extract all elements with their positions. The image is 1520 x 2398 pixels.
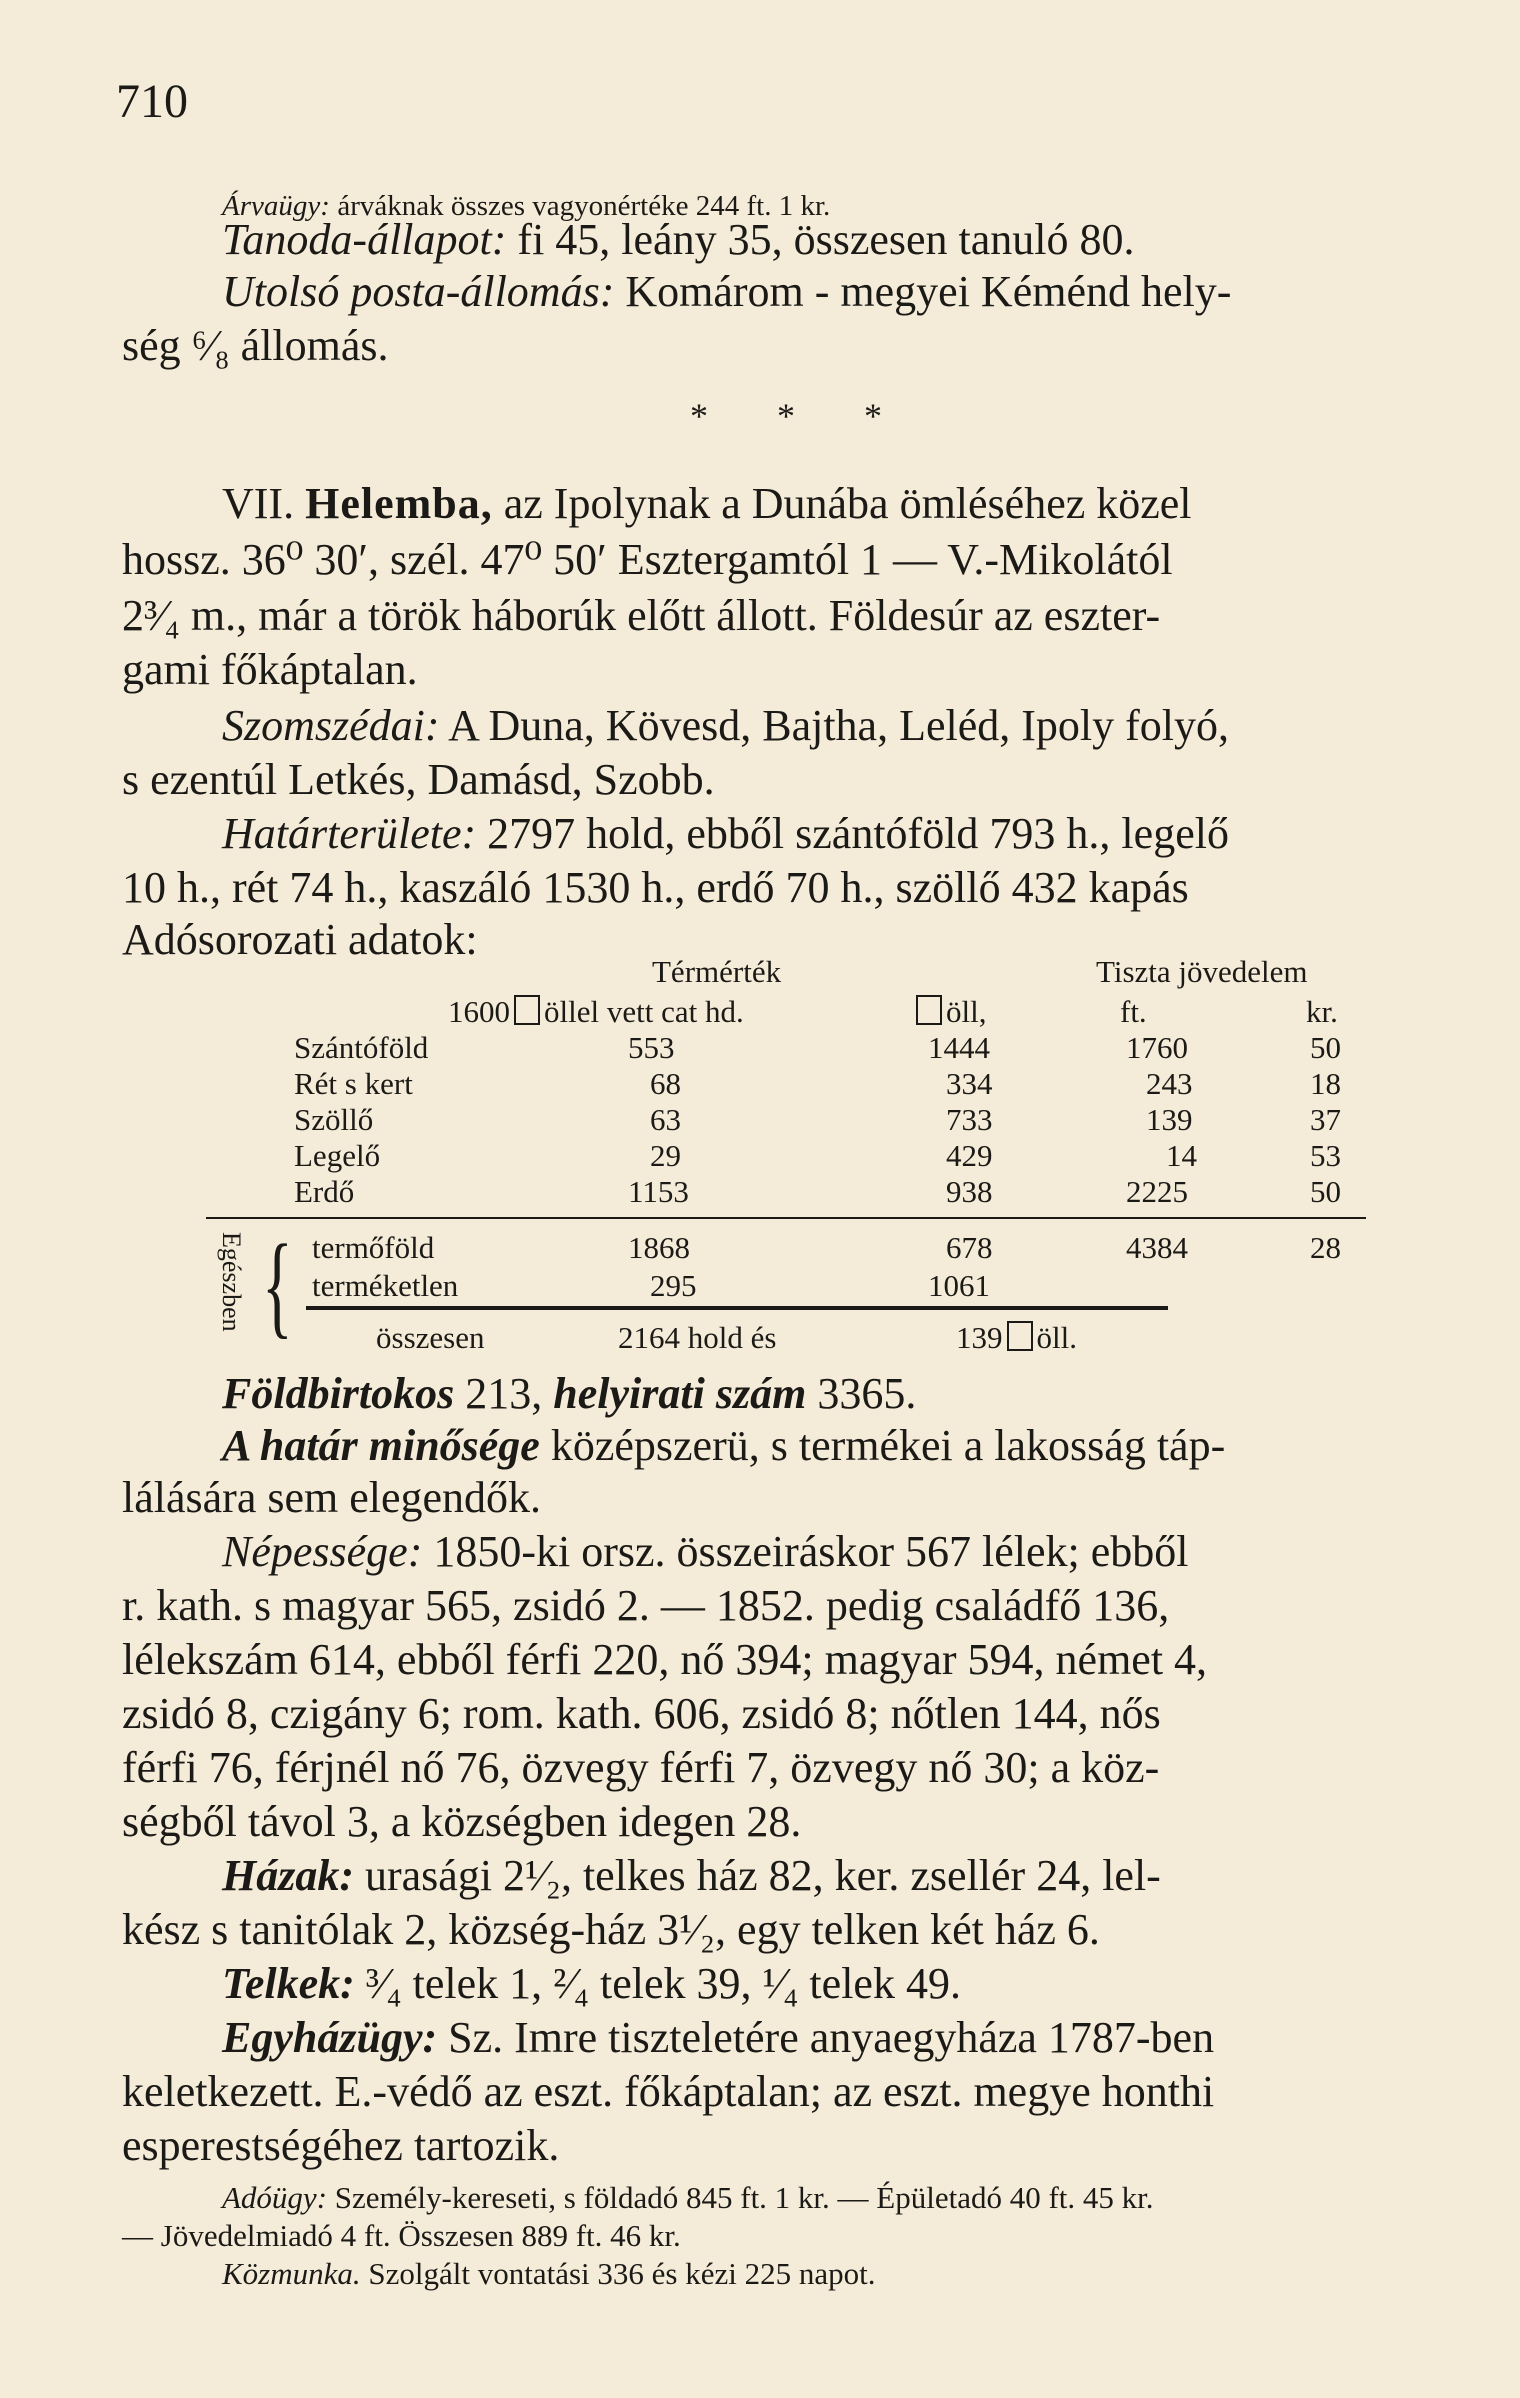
egyhazugy-line-1: [222, 2012, 1214, 2064]
table-rule: [206, 1217, 1366, 1219]
square-symbol-icon: [514, 995, 540, 1025]
row-kr: 18: [1310, 1066, 1341, 1101]
egyhazugy-line-2: keletkezett. E.-védő az eszt. főkáptalan; az eszt. megye honthi: [122, 2067, 1215, 2116]
hatar-text: középszerü, s termékei a lakosság táp-: [550, 1421, 1226, 1470]
row-oll: 733: [946, 1102, 993, 1137]
row-oll: 429: [946, 1138, 993, 1173]
adougy-label: Adóügy:: [222, 2180, 328, 2215]
total-hold: 2164 hold és: [618, 1320, 777, 1355]
col-head-ollel: öllel vett cat hd.: [544, 994, 744, 1029]
sum-row-name: termőföld: [312, 1230, 435, 1265]
total-oll: 139: [956, 1320, 1003, 1355]
helyirati-label: helyirati szám: [553, 1369, 807, 1418]
sum-row-name: terméketlen: [312, 1268, 459, 1303]
brace-icon: {: [262, 1220, 293, 1349]
col-head-1600-text: 1600: [448, 994, 510, 1029]
hatarterulete-line-2: 10 h., rét 74 h., kaszáló 1530 h., erdő 70 h., szöllő 432 kapás: [122, 863, 1189, 912]
col-head-oll-wrap: [912, 994, 986, 1030]
hatar-line-2: lálására sem elegendők.: [122, 1473, 542, 1522]
row-oll: 1444: [928, 1030, 990, 1065]
telkek-label: Telkek:: [222, 1959, 355, 2008]
telkek-line: [222, 1958, 961, 2010]
arvaugy-label: Árvaügy:: [222, 190, 330, 222]
hazak-line-2: kész s tanitólak 2, község-ház 3¹⁄₂, egy telken két ház 6.: [122, 1905, 1100, 1954]
helyirati-value: 3365.: [817, 1369, 917, 1418]
foldbirtokos-value: 213,: [465, 1369, 543, 1418]
egyhazugy-line-3: esperestségéhez tartozik.: [122, 2121, 560, 2170]
nepessege-line-5: férfi 76, férjnél nő 76, özvegy férfi 7, özvegy nő 30; a köz-: [122, 1743, 1160, 1792]
col-head-tiszta: Tiszta jövedelem: [1096, 954, 1308, 989]
hatarterulete-line-1: [222, 808, 1229, 860]
hatarterulete-line-3: Adósorozati adatok:: [122, 915, 478, 964]
heading-line-4: gami főkáptalan.: [122, 645, 418, 694]
side-label-egeszben: Egészben: [217, 1232, 246, 1332]
col-head-oll: öll,: [946, 994, 987, 1029]
row-oll: 334: [946, 1066, 993, 1101]
row-name: Legelő: [294, 1138, 381, 1173]
posta-label: Utolsó posta-állomás:: [222, 267, 615, 316]
village-name: Helemba,: [305, 479, 493, 528]
heading-line-3: 2³⁄₄ m., már a török háborúk előtt állott. Földesúr az eszter-: [122, 591, 1161, 640]
telkek-text: ³⁄₄ telek 1, ²⁄₄ telek 39, ¹⁄₄ telek 49.: [365, 1959, 961, 2008]
hazak-text: urasági 2¹⁄₂, telkes ház 82, ker. zsellér 24, lel-: [365, 1851, 1161, 1900]
posta-line: [222, 266, 1231, 318]
row-name: Szöllő: [294, 1102, 374, 1137]
row-kr: 37: [1310, 1102, 1341, 1137]
page-number: 710: [116, 75, 188, 128]
row-ft: 1760: [1126, 1030, 1188, 1065]
section-separator-stars: * * *: [690, 396, 912, 436]
square-symbol-icon: [1007, 1321, 1033, 1351]
sum-row-kr: 28: [1310, 1230, 1341, 1265]
posta-line-2: ség ⁶⁄₈ állomás.: [122, 321, 389, 370]
row-kr: 50: [1310, 1030, 1341, 1065]
hazak-label: Házak:: [222, 1851, 354, 1900]
row-name: Rét s kert: [294, 1066, 413, 1101]
nepessege-line-2: r. kath. s magyar 565, zsidó 2. — 1852. pedig családfő 136,: [122, 1581, 1170, 1630]
row-hold: 1153: [628, 1174, 689, 1209]
sum-row-ft: 4384: [1126, 1230, 1188, 1265]
nepessege-text: 1850-ki orsz. összeiráskor 567 lélek; ebből: [433, 1527, 1189, 1576]
row-oll: 938: [946, 1174, 993, 1209]
nepessege-label: Népessége:: [222, 1527, 423, 1576]
szomszedai-text: A Duna, Kövesd, Bajtha, Leléd, Ipoly folyó,: [448, 701, 1229, 750]
total-oll-unit: öll.: [1036, 1320, 1077, 1355]
sum-row-hold: 1868: [628, 1230, 690, 1265]
row-hold: 68: [650, 1066, 681, 1101]
square-symbol-icon: [916, 995, 942, 1025]
szomszedai-line-1: [222, 700, 1229, 752]
nepessege-line-4: zsidó 8, czigány 6; rom. kath. 606, zsidó 8; nőtlen 144, nős: [122, 1689, 1161, 1738]
heading-text-1: az Ipolynak a Dunába ömléséhez közel: [503, 479, 1192, 528]
row-ft: 2225: [1126, 1174, 1188, 1209]
section-number: VII.: [222, 479, 295, 528]
adougy-line-1: [222, 2180, 1154, 2216]
row-kr: 53: [1310, 1138, 1341, 1173]
hazak-line-1: [222, 1850, 1161, 1902]
table-total-rule: [306, 1306, 1168, 1310]
nepessege-line-1: [222, 1526, 1189, 1578]
foldbirtokos-line: [222, 1368, 916, 1420]
kozmunka-label: Közmunka.: [222, 2256, 361, 2291]
row-name: Erdő: [294, 1174, 355, 1209]
adougy-line-2: — Jövedelmiadó 4 ft. Összesen 889 ft. 46 kr.: [122, 2218, 681, 2253]
heading-line-2: hossz. 36⁰ 30′, szél. 47⁰ 50′ Esztergamtól 1 — V.-Mikolától: [122, 535, 1173, 584]
col-head-kr: kr.: [1306, 994, 1338, 1029]
tanoda-label: Tanoda-állapot:: [222, 215, 507, 264]
row-hold: 29: [650, 1138, 681, 1173]
sum-row-oll: 1061: [928, 1268, 990, 1303]
row-hold: 553: [628, 1030, 675, 1065]
hatarterulete-text: 2797 hold, ebből szántóföld 793 h., legelő: [487, 809, 1229, 858]
row-ft: 14: [1166, 1138, 1197, 1173]
hatar-line-1: [222, 1420, 1225, 1472]
egyhazugy-text: Sz. Imre tiszteletére anyaegyháza 1787-ben: [448, 2013, 1215, 2062]
total-oll-wrap: [956, 1320, 1077, 1356]
kozmunka-text: Szolgált vontatási 336 és kézi 225 napot.: [368, 2256, 876, 2291]
row-ft: 139: [1146, 1102, 1193, 1137]
kozmunka-line: [222, 2256, 876, 2292]
hatar-label: A határ minősége: [222, 1421, 540, 1470]
adougy-text: Személy-kereseti, s földadó 845 ft. 1 kr. — Épületadó 40 ft. 45 kr.: [334, 2180, 1154, 2215]
row-name: Szántóföld: [294, 1030, 429, 1065]
nepessege-line-3: lélekszám 614, ebből férfi 220, nő 394; magyar 594, német 4,: [122, 1635, 1208, 1684]
posta-text: Komárom - megyei Kéménd hely-: [625, 267, 1232, 316]
egyhazugy-label: Egyházügy:: [222, 2013, 438, 2062]
row-hold: 63: [650, 1102, 681, 1137]
sum-row-oll: 678: [946, 1230, 993, 1265]
row-kr: 50: [1310, 1174, 1341, 1209]
tanoda-line: [222, 214, 1135, 266]
col-head-termertek: Térmérték: [652, 954, 782, 989]
foldbirtokos-label: Földbirtokos: [222, 1369, 455, 1418]
nepessege-line-6: ségből távol 3, a községben idegen 28.: [122, 1797, 802, 1846]
szomszedai-line-2: s ezentúl Letkés, Damásd, Szobb.: [122, 755, 715, 804]
col-head-1600: [448, 994, 744, 1030]
total-name: összesen: [376, 1320, 485, 1355]
szomszedai-label: Szomszédai:: [222, 701, 440, 750]
arvaugy-text: árváknak összes vagyonértéke 244 ft. 1 kr.: [337, 190, 831, 222]
sum-row-hold: 295: [650, 1268, 697, 1303]
tanoda-text: fi 45, leány 35, összesen tanuló 80.: [517, 215, 1135, 264]
row-ft: 243: [1146, 1066, 1193, 1101]
col-head-ft: ft.: [1120, 994, 1147, 1029]
hatarterulete-label: Határterülete:: [222, 809, 477, 858]
heading-line-1: [222, 478, 1192, 530]
